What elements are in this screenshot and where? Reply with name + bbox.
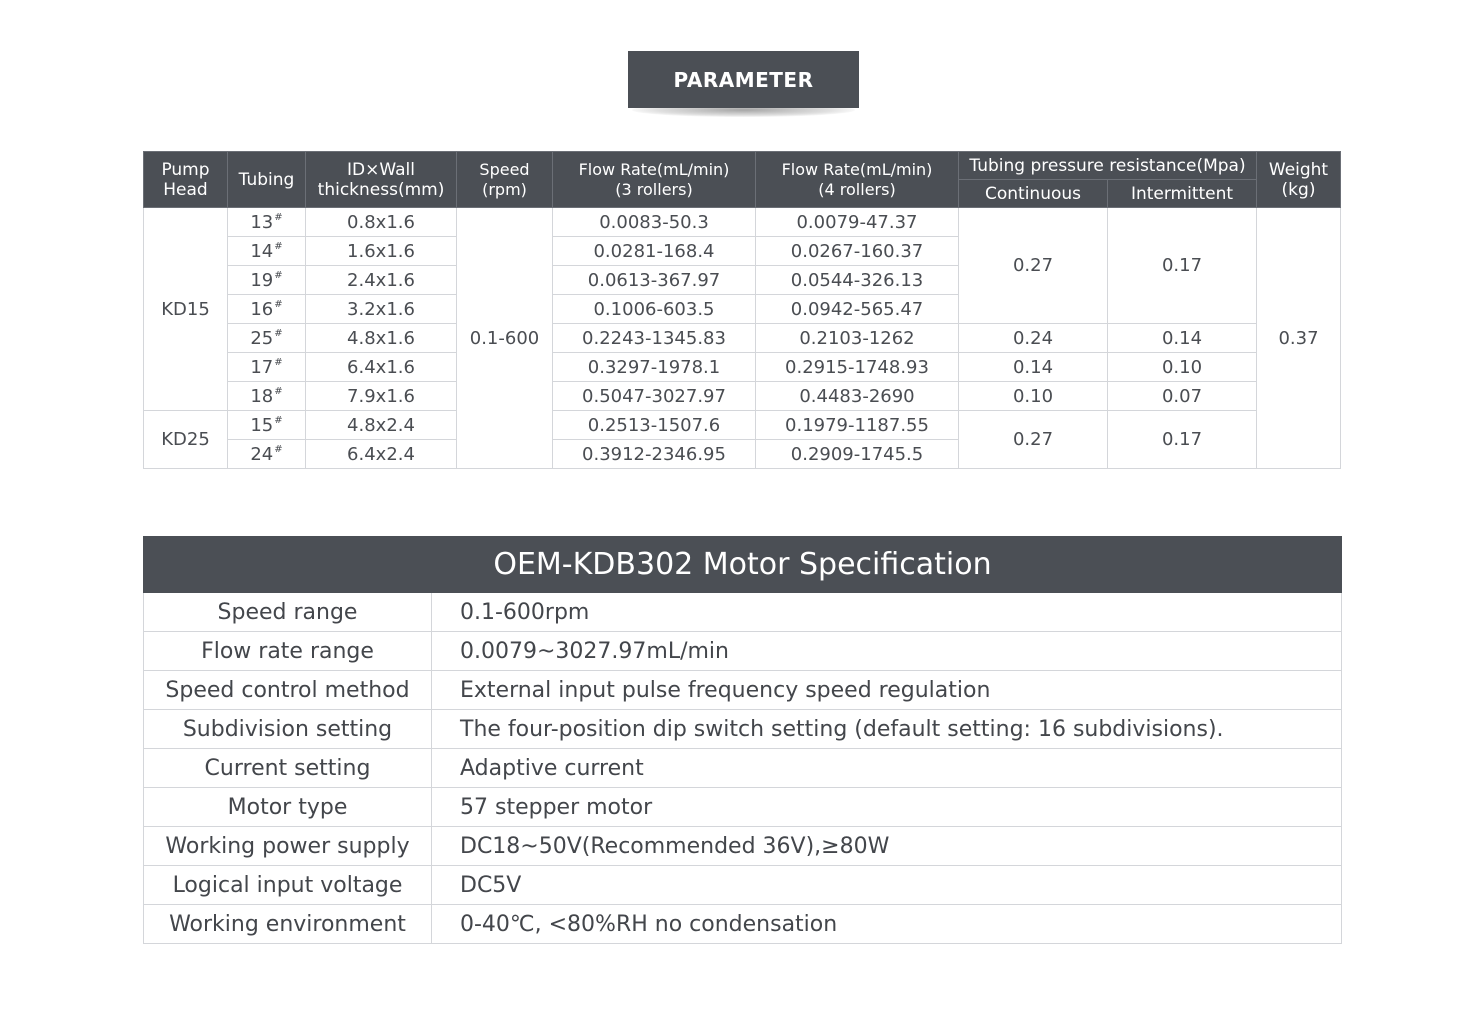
spec-value: External input pulse frequency speed regulation [432, 671, 1342, 710]
tubing-number: 18 [250, 385, 274, 407]
tubing-cell [228, 382, 306, 411]
tubing-cell [228, 324, 306, 353]
continuous-cell: 0.14 [959, 353, 1108, 382]
flow3-cell: 0.2513-1507.6 [553, 411, 756, 440]
spec-label: Current setting [144, 749, 432, 788]
tubing-number: 13 [250, 211, 274, 233]
spec-label: Flow rate range [144, 632, 432, 671]
tubing-cell [228, 237, 306, 266]
speed-cell: 0.1-600 [457, 208, 553, 469]
tubing-cell [228, 411, 306, 440]
flow4-cell: 0.2915-1748.93 [756, 353, 959, 382]
continuous-cell: 0.10 [959, 382, 1108, 411]
id-wall-cell: 6.4x1.6 [306, 353, 457, 382]
spec-label: Speed range [144, 593, 432, 632]
tubing-cell [228, 295, 306, 324]
intermittent-cell: 0.17 [1108, 208, 1257, 324]
continuous-cell: 0.24 [959, 324, 1108, 353]
id-wall-cell: 4.8x1.6 [306, 324, 457, 353]
flow3-cell: 0.3912-2346.95 [553, 440, 756, 469]
header-continuous: Continuous [959, 180, 1108, 208]
flow3-cell: 0.3297-1978.1 [553, 353, 756, 382]
header-flow4-line1: Flow Rate(mL/min) [781, 159, 933, 179]
table-row [144, 208, 1341, 237]
table-row [144, 593, 1342, 632]
header-id-wall-line2: thickness(mm) [317, 179, 445, 200]
flow4-cell: 0.0544-326.13 [756, 266, 959, 295]
flow4-cell: 0.0942-565.47 [756, 295, 959, 324]
spec-value: Adaptive current [432, 749, 1342, 788]
tubing-sup-mark: # [274, 414, 283, 426]
continuous-cell: 0.27 [959, 411, 1108, 469]
flow4-cell: 0.2103-1262 [756, 324, 959, 353]
header-speed-line1: Speed [479, 159, 530, 179]
tubing-number: 15 [250, 414, 274, 436]
tubing-sup-mark: # [274, 269, 283, 281]
tubing-sup-mark: # [274, 211, 283, 223]
header-flow3-line1: Flow Rate(mL/min) [578, 159, 730, 179]
tubing-number: 25 [250, 327, 274, 349]
spec-label: Working power supply [144, 827, 432, 866]
id-wall-cell: 0.8x1.6 [306, 208, 457, 237]
header-pressure: Tubing pressure resistance(Mpa) [959, 152, 1257, 180]
table-row [144, 671, 1342, 710]
header-weight [1257, 152, 1341, 208]
tubing-cell [228, 440, 306, 469]
parameter-table [143, 151, 1341, 469]
table-row [144, 324, 1341, 353]
header-flow4-line2: (4 rollers) [818, 179, 896, 199]
table-row [144, 632, 1342, 671]
id-wall-cell: 2.4x1.6 [306, 266, 457, 295]
spec-value: 0.1-600rpm [432, 593, 1342, 632]
intermittent-cell: 0.17 [1108, 411, 1257, 469]
spec-label: Logical input voltage [144, 866, 432, 905]
parameter-badge [628, 51, 859, 121]
tubing-cell [228, 266, 306, 295]
spec-label: Motor type [144, 788, 432, 827]
table-row [144, 710, 1342, 749]
flow4-cell: 0.4483-2690 [756, 382, 959, 411]
header-weight-line1: Weight [1268, 159, 1329, 180]
flow3-cell: 0.5047-3027.97 [553, 382, 756, 411]
header-flow-3-rollers [553, 152, 756, 208]
tubing-sup-mark: # [274, 298, 283, 310]
pump-head-cell: KD15 [144, 208, 228, 411]
tubing-sup-mark: # [274, 443, 283, 455]
tubing-cell [228, 353, 306, 382]
table-row [144, 905, 1342, 944]
flow3-cell: 0.0281-168.4 [553, 237, 756, 266]
flow3-cell: 0.0613-367.97 [553, 266, 756, 295]
tubing-sup-mark: # [274, 240, 283, 252]
header-speed-line2: (rpm) [482, 179, 527, 199]
spec-label: Speed control method [144, 671, 432, 710]
flow3-cell: 0.2243-1345.83 [553, 324, 756, 353]
spec-title: OEM-KDB302 Motor Specification [144, 537, 1342, 593]
id-wall-cell: 4.8x2.4 [306, 411, 457, 440]
tubing-number: 17 [250, 356, 274, 378]
header-pump-head-line2: Head [163, 179, 208, 200]
intermittent-cell: 0.10 [1108, 353, 1257, 382]
spec-value: The four-position dip switch setting (default setting: 16 subdivisions). [432, 710, 1342, 749]
tubing-sup-mark: # [274, 385, 283, 397]
header-id-wall [306, 152, 457, 208]
spec-value: 57 stepper motor [432, 788, 1342, 827]
motor-spec-table [143, 536, 1342, 944]
spec-label: Subdivision setting [144, 710, 432, 749]
intermittent-cell: 0.07 [1108, 382, 1257, 411]
intermittent-cell: 0.14 [1108, 324, 1257, 353]
tubing-number: 24 [250, 443, 274, 465]
id-wall-cell: 3.2x1.6 [306, 295, 457, 324]
header-tubing: Tubing [228, 152, 306, 208]
flow4-cell: 0.0079-47.37 [756, 208, 959, 237]
tubing-cell [228, 208, 306, 237]
spec-value: DC5V [432, 866, 1342, 905]
tubing-number: 14 [250, 240, 274, 262]
flow3-cell: 0.1006-603.5 [553, 295, 756, 324]
table-row [144, 827, 1342, 866]
id-wall-cell: 1.6x1.6 [306, 237, 457, 266]
spec-value: DC18~50V(Recommended 36V),≥80W [432, 827, 1342, 866]
table-row [144, 866, 1342, 905]
tubing-sup-mark: # [274, 356, 283, 368]
spec-value: 0-40℃, <80%RH no condensation [432, 905, 1342, 944]
flow4-cell: 0.1979-1187.55 [756, 411, 959, 440]
table-row [144, 353, 1341, 382]
header-weight-line2: (kg) [1281, 179, 1316, 200]
table-row [144, 411, 1341, 440]
spec-value: 0.0079~3027.97mL/min [432, 632, 1342, 671]
table-row [144, 382, 1341, 411]
table-row [144, 749, 1342, 788]
header-pump-head [144, 152, 228, 208]
flow4-cell: 0.2909-1745.5 [756, 440, 959, 469]
header-flow3-line2: (3 rollers) [615, 179, 693, 199]
continuous-cell: 0.27 [959, 208, 1108, 324]
tubing-sup-mark: # [274, 327, 283, 339]
spec-label: Working environment [144, 905, 432, 944]
table-row [144, 788, 1342, 827]
pump-head-cell: KD25 [144, 411, 228, 469]
header-speed [457, 152, 553, 208]
header-intermittent: Intermittent [1108, 180, 1257, 208]
id-wall-cell: 7.9x1.6 [306, 382, 457, 411]
tubing-number: 16 [250, 298, 274, 320]
id-wall-cell: 6.4x2.4 [306, 440, 457, 469]
weight-cell: 0.37 [1257, 208, 1341, 469]
header-pump-head-line1: Pump [161, 159, 210, 180]
flow4-cell: 0.0267-160.37 [756, 237, 959, 266]
header-flow-4-rollers [756, 152, 959, 208]
header-id-wall-line1: ID×Wall [347, 159, 415, 180]
tubing-number: 19 [250, 269, 274, 291]
parameter-badge-label: PARAMETER [628, 51, 859, 108]
flow3-cell: 0.0083-50.3 [553, 208, 756, 237]
